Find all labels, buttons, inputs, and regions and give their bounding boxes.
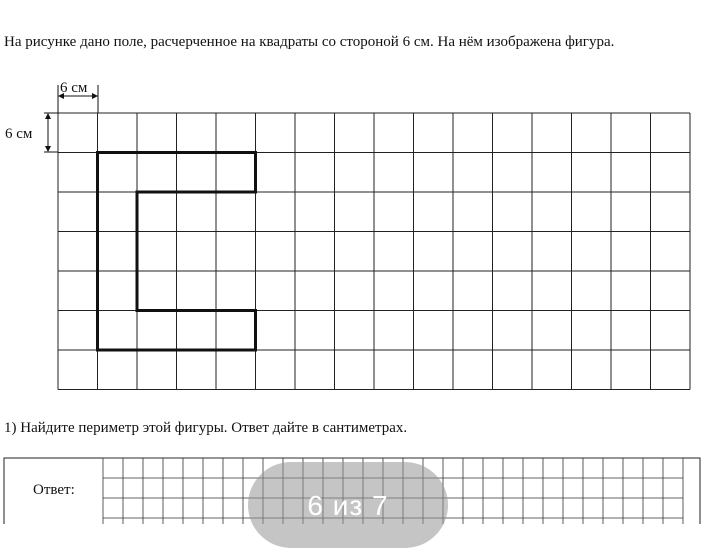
vertical-dimension xyxy=(5,113,58,152)
problem-statement: На рисунке дано поле, расчерченное на квадраты со стороной 6 см. На нём изображена фигура. xyxy=(4,34,615,50)
horizontal-dimension-label: 6 см xyxy=(60,80,88,96)
arrow-up-icon xyxy=(45,113,51,119)
horizontal-dimension xyxy=(58,80,98,113)
square-grid xyxy=(58,113,690,390)
question-text: 1) Найдите периметр этой фигуры. Ответ дайте в сантиметрах. xyxy=(4,420,408,436)
answer-label: Ответ: xyxy=(33,482,75,498)
page-indicator-badge: 6 из 7 xyxy=(248,462,448,548)
arrow-right-icon xyxy=(92,93,98,99)
arrow-down-icon xyxy=(45,146,51,152)
vertical-dimension-label: 6 см xyxy=(5,126,33,142)
